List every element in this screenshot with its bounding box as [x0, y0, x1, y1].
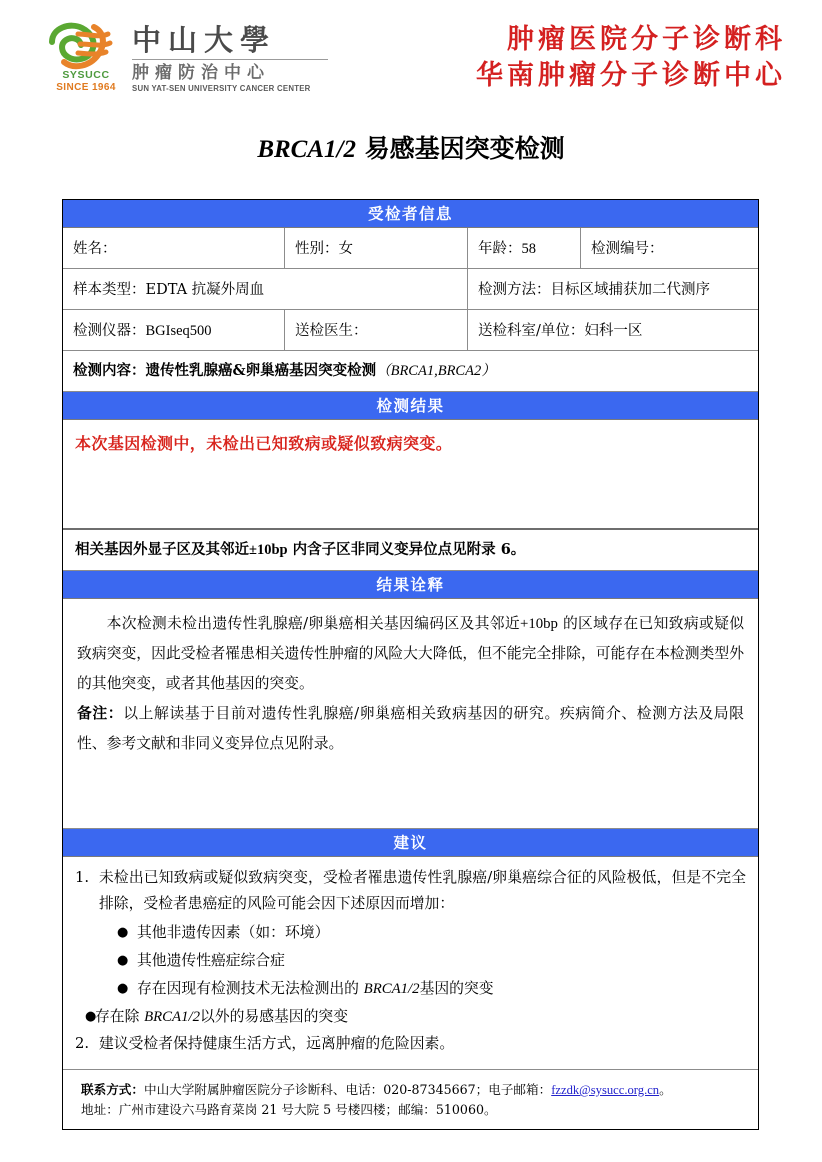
field-age-value: 58 — [521, 240, 536, 257]
footer-address-text: 广州市建设六马路育菜岗 21 号大院 5 号楼四楼；邮编：510060。 — [118, 1102, 497, 1117]
report-table — [62, 199, 759, 1130]
advice-area — [63, 857, 758, 1070]
table-row-patient-1 — [63, 228, 758, 269]
interpretation-note-label: 备注： — [77, 705, 124, 722]
field-test-id — [581, 228, 758, 268]
interpretation-part-b: 的区域存在已知致病或疑似致病突变，因此受检者罹患相关遗传性肿瘤的风险大大降低，但不能完全排除，可能存在本检测类型外的其他突变，或者其他基因的突变。 — [77, 615, 744, 692]
logo-english-name: SUN YAT-SEN UNIVERSITY CANCER CENTER — [132, 84, 311, 93]
page-header — [0, 0, 822, 118]
footer-address-label: 地址： — [81, 1102, 119, 1117]
logo-university-name: 中山大學 — [132, 23, 277, 57]
interpretation-note-text: 以上解读基于目前对遗传性乳腺癌/卵巢癌相关致病基因的研究。疾病简介、检测方法及局限性、参考文献和非同义变异位点见附录。 — [77, 705, 744, 752]
field-age-label: 年龄： — [478, 240, 522, 257]
bullet-text — [137, 919, 329, 947]
department-line-1: 肿瘤医院分子诊断科 — [507, 24, 786, 55]
sysucc-logo-icon — [48, 22, 120, 94]
bullet-icon: ● — [117, 953, 129, 968]
field-detection-method — [468, 269, 758, 309]
section-header-advice: 建议 — [63, 829, 758, 857]
bullet-text — [137, 947, 285, 975]
exon-note-prefix: 相关基因外显子区及其邻近 — [75, 541, 249, 558]
test-content-text: 遗传性乳腺癌&卵巢癌基因突变检测 — [145, 362, 377, 379]
test-content-row — [63, 351, 758, 392]
field-name — [63, 228, 285, 268]
page-title — [0, 132, 822, 167]
bullet-text-a: 其他遗传性癌症综合症 — [137, 952, 285, 969]
advice-item-1-text: 未检出已知致病或疑似致病突变，受检者罹患遗传性乳腺癌/卵巢癌综合征的风险极低，但是不完全排除，受检者患癌症的风险可能会因下述原因而增加： — [99, 869, 746, 912]
department-heading — [476, 22, 786, 94]
page-title-cjk: 易感基因突变检测 — [355, 134, 565, 163]
field-detection-method-label: 检测方法： — [478, 281, 551, 298]
interpretation-part-a: 本次检测未检出遗传性乳腺癌/卵巢癌相关基因编码区及其邻近 — [106, 615, 520, 632]
result-statement: 本次基因检测中，未检出已知致病或疑似致病突变。 — [75, 434, 453, 453]
bullet-icon: ● — [117, 925, 129, 940]
department-line-2: 华南肿瘤分子诊断中心 — [476, 60, 786, 91]
advice-item-2 — [75, 1031, 746, 1057]
footer-contact-area — [63, 1070, 758, 1129]
bullet-text-b: 基因的突变 — [419, 980, 494, 997]
bullet-text-gene: BRCA1/2 — [363, 981, 420, 997]
section-header-interpretation: 结果诠释 — [63, 571, 758, 599]
logo-wordmark — [132, 22, 328, 94]
interpretation-paragraph-1 — [77, 609, 744, 699]
field-instrument-label: 检测仪器： — [73, 322, 146, 339]
exon-note-bp: ±10bp — [249, 542, 288, 558]
field-age — [468, 228, 581, 268]
field-ordering-doctor — [285, 310, 468, 350]
table-row-patient-2 — [63, 269, 758, 310]
table-row-patient-3 — [63, 310, 758, 351]
field-sex-label: 性别： — [295, 240, 339, 257]
section-header-result: 检测结果 — [63, 392, 758, 420]
exon-note-suffix: 内含子区非同义变异位点见附录 6。 — [287, 541, 526, 558]
interpretation-note — [77, 699, 744, 759]
field-instrument-value: BGIseq500 — [145, 322, 212, 339]
logo-sysucc-text: SYSUCC — [62, 69, 110, 81]
page-title-gene: BRCA1/2 — [257, 136, 356, 163]
footer-contact-line — [81, 1080, 746, 1100]
field-test-id-label: 检测编号： — [591, 240, 664, 257]
advice-item-1 — [75, 865, 746, 917]
field-ordering-department-value: 妇科一区 — [584, 322, 643, 339]
footer-address-line — [81, 1100, 746, 1120]
logo-since-text: SINCE 1964 — [56, 82, 116, 93]
interpretation-bp: +10bp — [519, 616, 558, 632]
advice-item-2-text: 建议受检者保持健康生活方式，远离肿瘤的危险因素。 — [99, 1035, 455, 1052]
bullet-icon: ● — [85, 1009, 97, 1024]
result-area — [63, 420, 758, 530]
footer-contact-text: 中山大学附属肿瘤医院分子诊断科、电话：020-87345667；电子邮箱： — [143, 1082, 552, 1097]
institution-logo — [48, 22, 328, 94]
interpretation-area — [63, 599, 758, 829]
list-item — [75, 1003, 746, 1031]
footer-contact-label: 联系方式： — [81, 1082, 144, 1097]
section-header-patient-info: 受检者信息 — [63, 200, 758, 228]
field-ordering-department-label: 送检科室/单位： — [478, 322, 585, 339]
logo-center-name: 肿瘤防治中心 — [132, 63, 270, 83]
field-sex-value: 女 — [338, 240, 353, 257]
field-ordering-department — [468, 310, 758, 350]
field-instrument — [63, 310, 285, 350]
field-sample-type — [63, 269, 468, 309]
bullet-text — [137, 975, 494, 1003]
bullet-text-a: 存在因现有检测技术无法检测出的 — [137, 980, 364, 997]
bullet-text-a: 其他非遗传因素（如：环境） — [137, 924, 330, 941]
footer-email-link[interactable]: fzzdk@sysucc.org.cn — [551, 1083, 660, 1097]
bullet-text-gene: BRCA1/2 — [144, 1009, 201, 1025]
field-sample-type-label: 样本类型： — [73, 281, 146, 298]
bullet-text-b: 以外的易感基因的突变 — [200, 1008, 348, 1025]
logo-divider — [132, 59, 328, 60]
field-name-label: 姓名： — [73, 240, 117, 257]
field-detection-method-value: 目标区域捕获加二代测序 — [550, 281, 710, 298]
field-sex — [285, 228, 468, 268]
test-content-genes: （BRCA1,BRCA2） — [376, 363, 496, 379]
advice-bullet-list — [75, 919, 746, 1031]
list-item — [75, 919, 746, 947]
bullet-text — [95, 1003, 348, 1031]
bullet-text-a: 存在除 — [95, 1008, 145, 1025]
bullet-icon: ● — [117, 981, 129, 996]
advice-item-2-number: 2. — [75, 1035, 90, 1052]
list-item — [75, 947, 746, 975]
list-item — [75, 975, 746, 1003]
field-ordering-doctor-label: 送检医生： — [295, 322, 368, 339]
advice-item-1-number: 1. — [75, 869, 90, 886]
field-sample-type-value: EDTA 抗凝外周血 — [145, 281, 265, 298]
footer-contact-tail: 。 — [659, 1082, 672, 1097]
test-content-label: 检测内容： — [73, 362, 146, 379]
exon-note-row — [63, 530, 758, 571]
